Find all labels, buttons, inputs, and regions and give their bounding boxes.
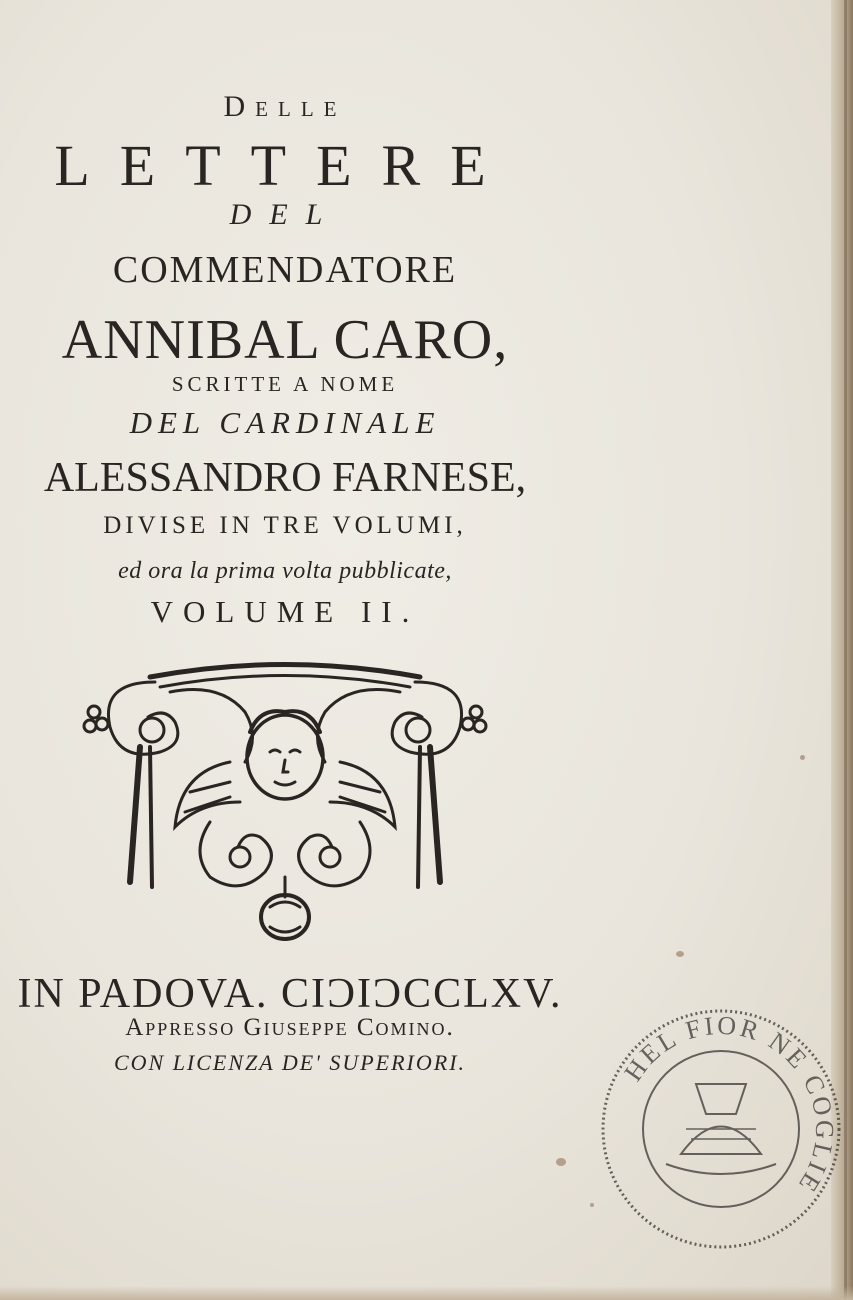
imprint-license: CON LICENZA DE' SUPERIORI. — [113, 1050, 467, 1075]
library-stamp-icon — [596, 1004, 846, 1254]
volume-number: VOLUME II. — [150, 594, 420, 629]
author-name: ANNIBAL CARO, — [61, 309, 509, 371]
title-delle: Delle — [223, 90, 347, 123]
title-lettere: LETTERE — [54, 133, 516, 198]
cherub-head-ornament-icon — [80, 652, 490, 952]
imprint-place-date: IN PADOVA. CIƆIƆCCLXV. — [17, 971, 563, 1017]
svg-text:HEL FIOR NE COGLIE — [618, 1011, 839, 1200]
foxing-spot — [800, 755, 805, 760]
title-del-cardinale: DEL CARDINALE — [129, 405, 441, 440]
title-divise: DIVISE IN TRE VOLUMI, — [103, 512, 467, 539]
title-del: DEL — [229, 198, 341, 231]
imprint-printer: Appresso Giuseppe Comino. — [125, 1014, 455, 1041]
stamp-text: HEL FIOR NE COGLIE — [618, 1010, 840, 1200]
title-alessandro-farnese: ALESSANDRO FARNESE, — [43, 455, 527, 501]
foxing-spot — [556, 1158, 566, 1166]
title-commendatore: COMMENDATORE — [112, 249, 458, 291]
title-scritte: SCRITTE A NOME — [171, 372, 399, 396]
foxing-spot — [590, 1203, 594, 1207]
title-ed-ora: ed ora la prima volta pubblicate, — [118, 558, 452, 584]
page-bottom-edge — [0, 1286, 853, 1300]
foxing-spot — [676, 951, 684, 957]
